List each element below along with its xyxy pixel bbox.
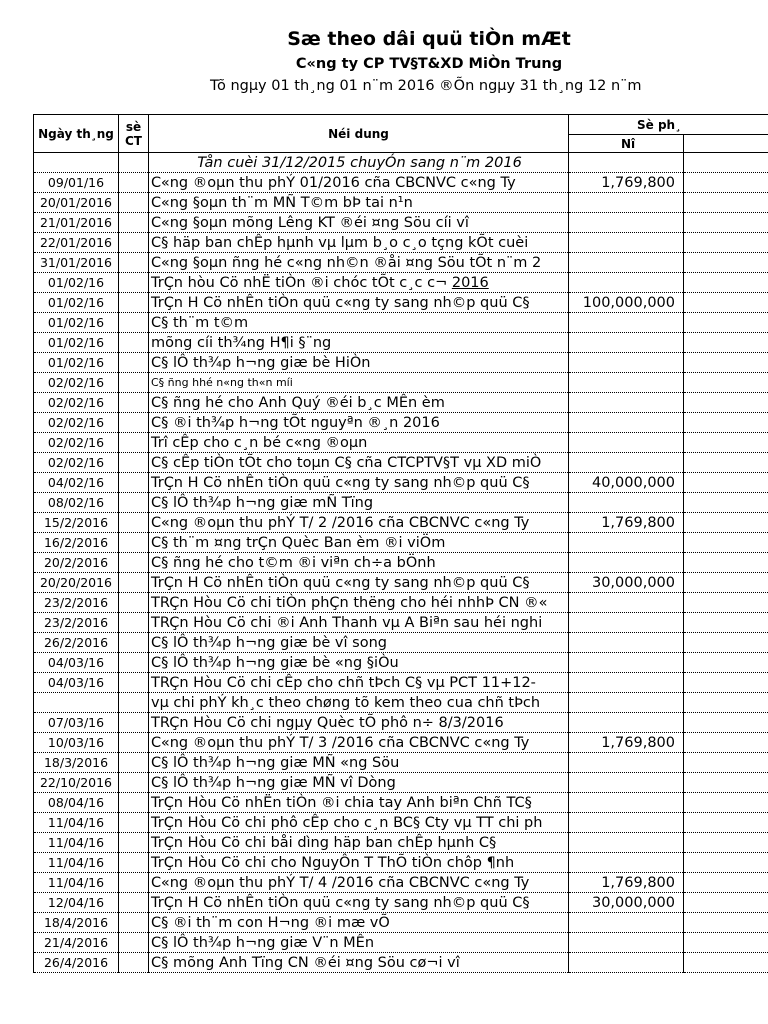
row-voucher [119, 353, 149, 373]
row-description: C§ lÔ th¾p h¬ng giæ bè «ng §iÒu [149, 653, 569, 673]
row-debit [569, 713, 684, 733]
row-credit [684, 273, 768, 293]
row-description: C«ng ®oµn thu phÝ T/ 4 /2016 cña CBCNVC c«ng Ty [149, 873, 569, 893]
row-debit [569, 413, 684, 433]
header-debit: Nî [569, 135, 684, 153]
row-voucher [119, 773, 149, 793]
row-credit [684, 633, 768, 653]
row-description-underlined: 2016 [451, 274, 489, 291]
row-debit [569, 433, 684, 453]
row-debit [569, 193, 684, 213]
row-debit: 1,769,800 [569, 733, 684, 753]
table-row [34, 933, 768, 953]
row-description: TRÇn Hòu Cö chi cÊp cho chñ tÞch C§ vµ PCT 11+12- [149, 673, 569, 693]
table-row [34, 553, 768, 573]
row-voucher [119, 433, 149, 453]
row-date: 31/01/2016 [34, 253, 119, 273]
header-voucher-line1: sè [125, 119, 142, 134]
row-description: C§ ñng hé cho Anh Quý ®éi b¸c MÊn èm [149, 393, 569, 413]
table-row [34, 213, 768, 233]
row-date: 21/01/2016 [34, 213, 119, 233]
row-voucher [119, 573, 149, 593]
table-row [34, 393, 768, 413]
row-voucher [119, 273, 149, 293]
row-description: C§ lÔ th¾p h¬ng giæ bè HiÒn [149, 353, 569, 373]
row-voucher [119, 873, 149, 893]
ledger-body [34, 153, 768, 973]
row-voucher [119, 653, 149, 673]
row-voucher [119, 913, 149, 933]
row-credit [684, 733, 768, 753]
row-debit [569, 353, 684, 373]
row-description: C§ lÔ th¾p h¬ng giæ mÑ Tïng [149, 493, 569, 513]
row-date: 04/03/16 [34, 673, 119, 693]
row-date: 02/02/16 [34, 373, 119, 393]
header-amount: Sè ph¸ [569, 115, 768, 135]
row-description: C«ng §oµn mõng Lêng KT ®éi ¤ng Söu cíi vî [149, 213, 569, 233]
row-debit [569, 953, 684, 973]
row-description: mõng cíi th¾ng H¶i §¨ng [149, 333, 569, 353]
row-voucher [119, 493, 149, 513]
row-credit [684, 873, 768, 893]
row-description: C§ cÊp tiÒn tÕt cho toµn C§ cña CTCPTV§T vµ XD miÒ [149, 453, 569, 473]
opening-balance-text: Tån cuèi 31/12/2015 chuyÓn sang n¨m 2016 [149, 153, 569, 173]
row-voucher [119, 333, 149, 353]
opening-balance-row [34, 153, 768, 173]
row-credit [684, 433, 768, 453]
row-date: 20/20/2016 [34, 573, 119, 593]
row-voucher [119, 633, 149, 653]
table-row [34, 433, 768, 453]
row-debit [569, 613, 684, 633]
table-row [34, 233, 768, 253]
row-date: 01/02/16 [34, 353, 119, 373]
table-row [34, 273, 768, 293]
row-debit: 1,769,800 [569, 513, 684, 533]
row-credit [684, 173, 768, 193]
row-credit [684, 713, 768, 733]
row-date: 02/02/16 [34, 393, 119, 413]
row-date: 23/2/2016 [34, 593, 119, 613]
row-debit [569, 693, 684, 713]
row-date: 11/04/16 [34, 853, 119, 873]
row-voucher [119, 693, 149, 713]
row-voucher [119, 893, 149, 913]
row-credit [684, 233, 768, 253]
row-credit [684, 933, 768, 953]
row-credit [684, 853, 768, 873]
row-date: 26/2/2016 [34, 633, 119, 653]
row-description: TrÇn Hòu Cö chi båi dìng häp ban chÊp hµnh C§ [149, 833, 569, 853]
row-credit [684, 653, 768, 673]
row-debit [569, 553, 684, 573]
row-debit [569, 653, 684, 673]
row-debit [569, 373, 684, 393]
row-debit: 1,769,800 [569, 173, 684, 193]
row-debit [569, 793, 684, 813]
table-row [34, 773, 768, 793]
row-credit [684, 953, 768, 973]
row-description: C«ng ®oµn thu phÝ T/ 3 /2016 cña CBCNVC c«ng Ty [149, 733, 569, 753]
row-credit [684, 593, 768, 613]
row-date [34, 153, 119, 173]
row-description: TRÇn Hòu Cö chi ®i Anh Thanh vµ A Biªn sau héi nghi [149, 613, 569, 633]
row-description: C§ mõng Anh Tïng CN ®éi ¤ng Söu cø¬i vî [149, 953, 569, 973]
row-description: C«ng ®oµn thu phÝ T/ 2 /2016 cña CBCNVC c«ng Ty [149, 513, 569, 533]
row-debit [569, 273, 684, 293]
row-date: 23/2/2016 [34, 613, 119, 633]
row-voucher [119, 733, 149, 753]
row-voucher [119, 473, 149, 493]
row-date: 22/01/2016 [34, 233, 119, 253]
row-debit [569, 313, 684, 333]
row-description: C§ ®i th¾p h¬ng tÕt nguyªn ®¸n 2016 [149, 413, 569, 433]
table-row [34, 893, 768, 913]
row-credit [684, 833, 768, 853]
row-description: C§ lÔ th¾p h¬ng giæ bè vî song [149, 633, 569, 653]
row-date: 21/4/2016 [34, 933, 119, 953]
row-debit [569, 593, 684, 613]
row-debit [569, 213, 684, 233]
row-voucher [119, 193, 149, 213]
row-credit [684, 693, 768, 713]
row-description: C«ng §oµn ñng hé c«ng nh©n ®åi ¤ng Söu tÕt n¨m 2 [149, 253, 569, 273]
row-credit [684, 213, 768, 233]
row-voucher [119, 813, 149, 833]
row-date: 09/01/16 [34, 173, 119, 193]
company-name: C«ng ty CP TV§T&XD MiÒn Trung [295, 56, 563, 72]
table-row [34, 633, 768, 653]
row-credit [684, 793, 768, 813]
row-description: vµ chi phÝ kh¸c theo chøng tõ kem theo cua chñ tÞch [149, 693, 569, 713]
row-date: 22/10/2016 [34, 773, 119, 793]
table-row [34, 493, 768, 513]
row-debit [569, 633, 684, 653]
row-date: 20/2/2016 [34, 553, 119, 573]
table-row [34, 513, 768, 533]
table-row [34, 613, 768, 633]
row-description: TrÇn H Cö nhÊn tiÒn quü c«ng ty sang nh©p quü C§ [149, 893, 569, 913]
row-description: C§ ®i th¨m con H¬ng ®i mæ vÕ [149, 913, 569, 933]
table-row [34, 813, 768, 833]
row-credit [684, 753, 768, 773]
row-description: C«ng ®oµn thu phÝ 01/2016 cña CBCNVC c«ng Ty [149, 173, 569, 193]
row-debit: 100,000,000 [569, 293, 684, 313]
row-voucher [119, 413, 149, 433]
table-row [34, 733, 768, 753]
row-debit [569, 913, 684, 933]
row-voucher [119, 613, 149, 633]
row-voucher [119, 553, 149, 573]
row-credit [684, 393, 768, 413]
row-credit [684, 453, 768, 473]
row-credit [684, 253, 768, 273]
row-description: C«ng §oµn th¨m MÑ T©m bÞ tai n¹n [149, 193, 569, 213]
table-row [34, 873, 768, 893]
row-description: TrÇn hòu Cö nhË tiÒn ®i chóc tÕt c¸c c¬ 2016 [149, 273, 569, 293]
row-date: 20/01/2016 [34, 193, 119, 213]
row-date: 18/4/2016 [34, 913, 119, 933]
row-credit [684, 613, 768, 633]
row-date: 07/03/16 [34, 713, 119, 733]
row-date: 08/04/16 [34, 793, 119, 813]
row-date: 11/04/16 [34, 813, 119, 833]
row-debit [569, 233, 684, 253]
row-voucher [119, 373, 149, 393]
row-debit [569, 333, 684, 353]
row-date: 16/2/2016 [34, 533, 119, 553]
table-row [34, 853, 768, 873]
table-row [34, 713, 768, 733]
row-credit [684, 413, 768, 433]
row-voucher [119, 233, 149, 253]
table-row [34, 793, 768, 813]
row-voucher [119, 253, 149, 273]
row-debit [569, 253, 684, 273]
row-description: C§ ñng hé cho t©m ®i viªn ch÷a bÖnh [149, 553, 569, 573]
row-debit [569, 833, 684, 853]
row-debit [569, 773, 684, 793]
row-voucher [119, 313, 149, 333]
table-row [34, 533, 768, 553]
table-row [34, 593, 768, 613]
cash-ledger-table [33, 114, 768, 973]
table-row [34, 413, 768, 433]
row-voucher [119, 213, 149, 233]
row-date: 11/04/16 [34, 873, 119, 893]
row-date: 12/04/16 [34, 893, 119, 913]
row-debit: 40,000,000 [569, 473, 684, 493]
row-date: 04/03/16 [34, 653, 119, 673]
row-date: 04/02/16 [34, 473, 119, 493]
row-credit [684, 153, 768, 173]
row-voucher [119, 853, 149, 873]
row-credit [684, 353, 768, 373]
row-voucher [119, 833, 149, 853]
table-row [34, 193, 768, 213]
row-voucher [119, 293, 149, 313]
row-voucher [119, 713, 149, 733]
cash-ledger-sheet [33, 114, 768, 976]
row-description: TrÇn H Cö nhÊn tiÒn quü c«ng ty sang nh©p quü C§ [149, 573, 569, 593]
report-period: Tõ ngµy 01 th¸ng 01 n¨m 2016 ®Õn ngµy 31 th¸ng 12 n¨m [210, 78, 642, 94]
table-row [34, 573, 768, 593]
row-voucher [119, 533, 149, 553]
row-description: TrÇn Hòu Cö nhËn tiÒn ®i chia tay Anh biªn Chñ TC§ [149, 793, 569, 813]
row-credit [684, 813, 768, 833]
table-row [34, 453, 768, 473]
row-voucher [119, 593, 149, 613]
table-row [34, 913, 768, 933]
row-date: 08/02/16 [34, 493, 119, 513]
table-row [34, 313, 768, 333]
row-date: 11/04/16 [34, 833, 119, 853]
row-debit [569, 853, 684, 873]
row-debit: 1,769,800 [569, 873, 684, 893]
row-date: 01/02/16 [34, 293, 119, 313]
row-credit [684, 313, 768, 333]
header-voucher [119, 115, 149, 153]
row-credit [684, 493, 768, 513]
row-credit [684, 293, 768, 313]
row-description: C§ ñng hhé n«ng th«n míi [149, 373, 569, 393]
row-debit [569, 933, 684, 953]
row-voucher [119, 933, 149, 953]
row-voucher [119, 153, 149, 173]
row-credit [684, 893, 768, 913]
row-voucher [119, 793, 149, 813]
row-debit [569, 813, 684, 833]
row-debit [569, 393, 684, 413]
row-credit [684, 553, 768, 573]
row-description: TrÇn H Cö nhÊn tiÒn quü c«ng ty sang nh©p quü C§ [149, 293, 569, 313]
row-credit [684, 193, 768, 213]
row-voucher [119, 953, 149, 973]
table-row [34, 753, 768, 773]
header-credit [684, 135, 768, 153]
table-row [34, 693, 768, 713]
row-date: 18/3/2016 [34, 753, 119, 773]
table-row [34, 353, 768, 373]
row-credit [684, 473, 768, 493]
row-debit: 30,000,000 [569, 893, 684, 913]
row-date: 10/03/16 [34, 733, 119, 753]
row-debit [569, 753, 684, 773]
row-description: C§ lÔ th¾p h¬ng giæ MÑ vî Dòng [149, 773, 569, 793]
header-voucher-line2: CT [125, 133, 142, 148]
table-row [34, 333, 768, 353]
row-debit [569, 153, 684, 173]
row-date: 01/02/16 [34, 313, 119, 333]
table-row [34, 473, 768, 493]
table-row [34, 673, 768, 693]
row-voucher [119, 453, 149, 473]
row-debit [569, 533, 684, 553]
row-voucher [119, 513, 149, 533]
row-date: 02/02/16 [34, 413, 119, 433]
row-date: 02/02/16 [34, 453, 119, 473]
document-title: Sæ theo dâi quü tiÒn mÆt [287, 28, 571, 50]
row-credit [684, 573, 768, 593]
row-credit [684, 673, 768, 693]
row-credit [684, 333, 768, 353]
table-row [34, 173, 768, 193]
row-credit [684, 913, 768, 933]
row-description: TRÇn Hòu Cö chi ngµy Quèc tÕ phô n÷ 8/3/2016 [149, 713, 569, 733]
row-voucher [119, 173, 149, 193]
row-description: C§ th¨m t©m [149, 313, 569, 333]
row-description: C§ lÔ th¾p h¬ng giæ MÑ «ng Söu [149, 753, 569, 773]
row-voucher [119, 753, 149, 773]
table-row [34, 253, 768, 273]
row-voucher [119, 673, 149, 693]
row-date [34, 693, 119, 713]
row-debit [569, 673, 684, 693]
row-description: TrÇn Hòu Cö chi cho NguyÔn T ThÕ tiÒn chôp ¶nh [149, 853, 569, 873]
table-row [34, 653, 768, 673]
row-date: 15/2/2016 [34, 513, 119, 533]
row-description: TrÇn H Cö nhÊn tiÒn quü c«ng ty sang nh©p quü C§ [149, 473, 569, 493]
row-description: TRÇn Hòu Cö chi tiÒn phÇn thëng cho héi nhhÞ CN ®« [149, 593, 569, 613]
row-date: 02/02/16 [34, 433, 119, 453]
row-description: Trî cÊp cho c¸n bé c«ng ®oµn [149, 433, 569, 453]
row-description: C§ häp ban chÊp hµnh vµ lµm b¸o c¸o tçng kÕt cuèi [149, 233, 569, 253]
row-description: C§ lÔ th¾p h¬ng giæ V¨n MÊn [149, 933, 569, 953]
row-date: 01/02/16 [34, 333, 119, 353]
table-row [34, 293, 768, 313]
row-description: C§ th¨m ¤ng trÇn Quèc Ban èm ®i viÖm [149, 533, 569, 553]
row-credit [684, 533, 768, 553]
row-debit: 30,000,000 [569, 573, 684, 593]
table-row [34, 373, 768, 393]
header-date: Ngày th¸ng [34, 115, 119, 153]
row-date: 01/02/16 [34, 273, 119, 293]
row-description: TrÇn Hòu Cö chi phô cÊp cho c¸n BC§ Cty vµ TT chi ph [149, 813, 569, 833]
row-date: 26/4/2016 [34, 953, 119, 973]
header-content: Néi dung [149, 115, 569, 153]
table-row [34, 953, 768, 973]
row-credit [684, 373, 768, 393]
row-credit [684, 513, 768, 533]
row-debit [569, 493, 684, 513]
row-credit [684, 773, 768, 793]
row-voucher [119, 393, 149, 413]
row-debit [569, 453, 684, 473]
table-row [34, 833, 768, 853]
